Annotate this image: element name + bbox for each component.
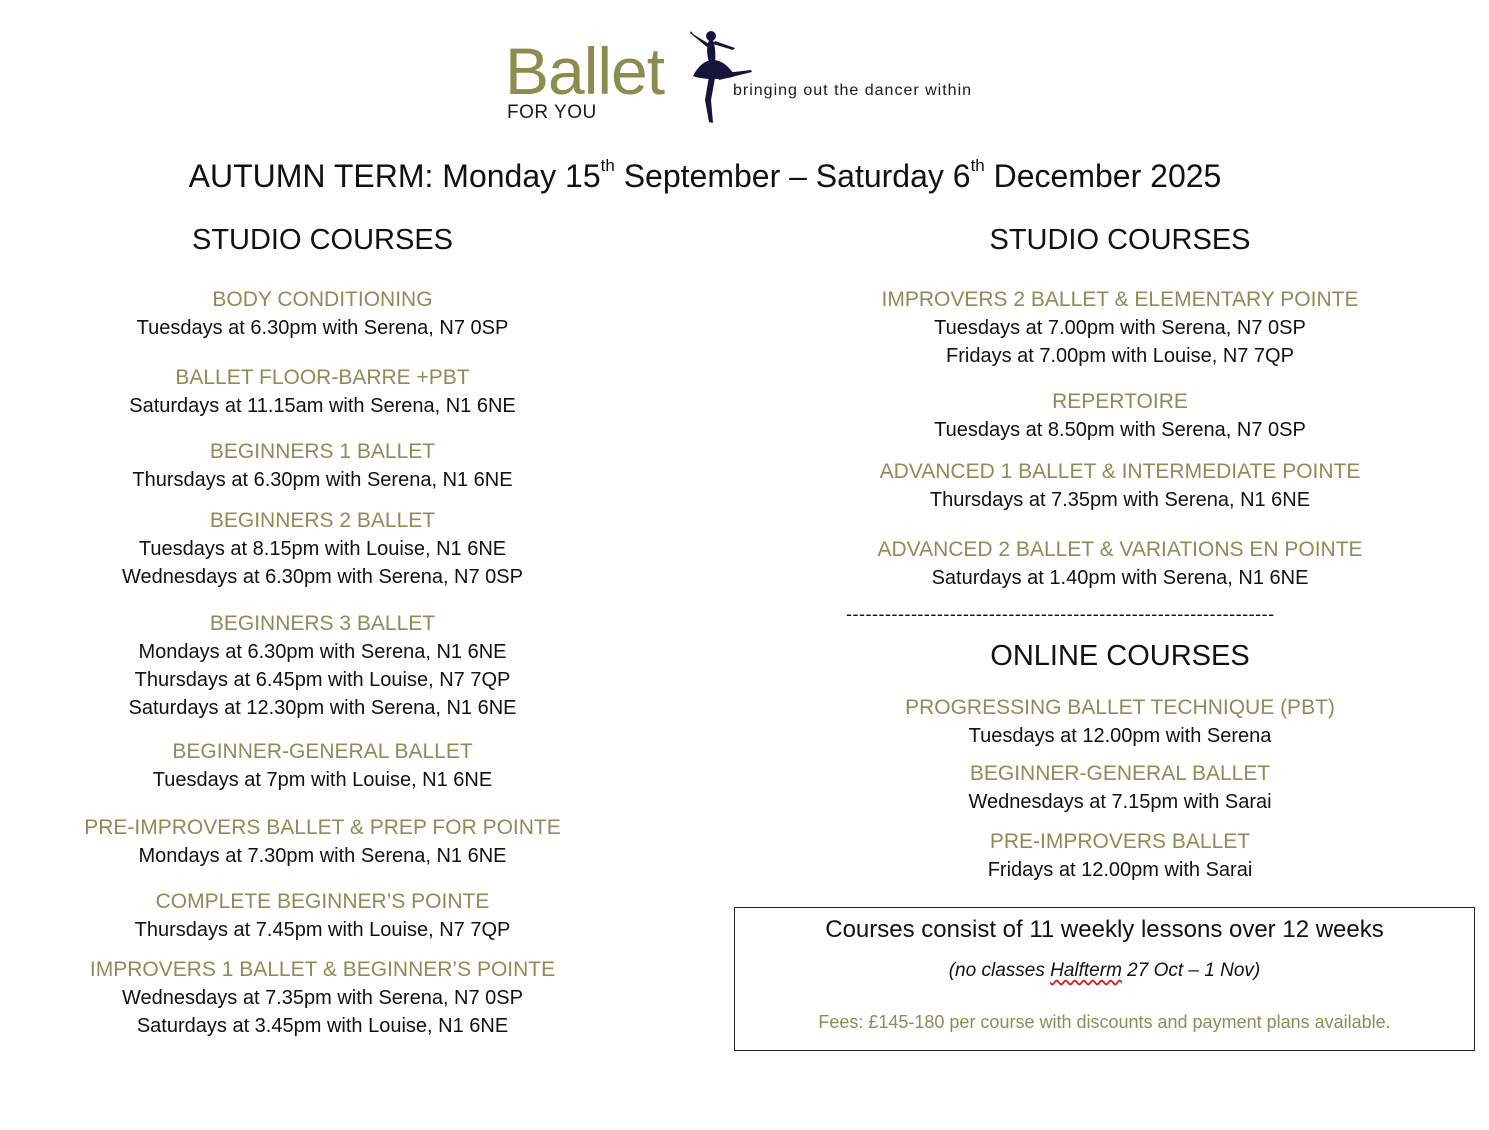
course-title: IMPROVERS 1 BALLET & BEGINNER’S POINTE (89, 958, 556, 981)
halfterm-note-prefix: (no classes (948, 960, 1051, 981)
online-courses-heading: ONLINE COURSES (990, 640, 1250, 672)
course-title: REPERTOIRE (1052, 390, 1188, 413)
course-block (40, 609, 605, 722)
course-block (825, 693, 1415, 750)
course-schedule: Mondays at 7.30pm with Serena, N1 6NE (138, 845, 507, 867)
course-schedule: Tuesdays at 8.50pm with Serena, N7 0SP (934, 419, 1306, 441)
info-box (734, 907, 1475, 1051)
course-block (40, 887, 605, 944)
course-block (40, 955, 605, 1040)
course-block (40, 437, 605, 494)
course-title: BEGINNER-GENERAL BALLET (172, 740, 473, 763)
course-schedule: Saturdays at 3.45pm with Louise, N1 6NE (136, 1015, 509, 1037)
logo-tagline: bringing out the dancer within (733, 82, 973, 99)
course-block (40, 363, 605, 420)
left-column (40, 0, 605, 1130)
fees-note: Fees: £145-180 per course with discounts and payment plans available. (818, 1012, 1391, 1032)
course-block (40, 506, 605, 591)
course-schedule: Thursdays at 7.35pm with Serena, N1 6NE (929, 489, 1311, 511)
course-schedule: Wednesdays at 7.35pm with Serena, N7 0SP (122, 987, 523, 1009)
course-schedule: Tuesdays at 7.00pm with Serena, N7 0SP (934, 317, 1306, 339)
course-block (40, 737, 605, 794)
course-block (825, 535, 1415, 592)
course-title: PROGRESSING BALLET TECHNIQUE (PBT) (905, 696, 1335, 719)
course-block (40, 813, 605, 870)
course-schedule: Tuesdays at 7pm with Louise, N1 6NE (152, 769, 493, 791)
course-block (825, 285, 1415, 370)
course-title: BALLET FLOOR-BARRE +PBT (175, 366, 470, 389)
course-block (825, 759, 1415, 816)
course-title: ADVANCED 1 BALLET & INTERMEDIATE POINTE (879, 460, 1361, 483)
course-title: BODY CONDITIONING (212, 288, 433, 311)
course-block (40, 285, 605, 342)
section-divider: ------------------------------------------------------------------ (846, 604, 1275, 624)
course-title: BEGINNERS 1 BALLET (209, 440, 436, 463)
studio-courses-heading: STUDIO COURSES (191, 224, 454, 256)
course-schedule: Saturdays at 1.40pm with Serena, N1 6NE (931, 567, 1309, 589)
studio-courses-heading: STUDIO COURSES (989, 224, 1251, 256)
halfterm-word: Halfterm (1050, 960, 1122, 981)
course-schedule: Thursdays at 6.30pm with Serena, N1 6NE (132, 469, 513, 491)
course-title: BEGINNERS 2 BALLET (209, 509, 436, 532)
course-title: PRE-IMPROVERS BALLET (989, 830, 1251, 853)
logo-wordmark: Ballet (505, 34, 665, 108)
course-title: BEGINNERS 3 BALLET (209, 612, 436, 635)
course-schedule: Saturdays at 12.30pm with Serena, N1 6NE (128, 697, 517, 719)
term-title-prefix: AUTUMN TERM: Monday 15 (188, 158, 601, 194)
halfterm-note (735, 960, 1474, 982)
ballerina-silhouette-icon (673, 28, 753, 126)
course-schedule: Wednesdays at 6.30pm with Serena, N7 0SP (122, 566, 523, 588)
course-title: ADVANCED 2 BALLET & VARIATIONS EN POINTE (877, 538, 1363, 561)
course-schedule: Fridays at 7.00pm with Louise, N7 7QP (946, 345, 1294, 367)
course-schedule: Tuesdays at 12.00pm with Serena (968, 725, 1272, 747)
course-schedule: Saturdays at 11.15am with Serena, N1 6NE (129, 395, 516, 417)
course-length-note: Courses consist of 11 weekly lessons over 12 weeks (825, 916, 1384, 943)
course-block (825, 827, 1415, 884)
course-schedule: Tuesdays at 6.30pm with Serena, N7 0SP (136, 317, 509, 339)
term-title-suffix: December 2025 (984, 158, 1222, 194)
course-schedule: Thursdays at 7.45pm with Louise, N7 7QP (134, 919, 511, 941)
course-schedule: Wednesdays at 7.15pm with Sarai (968, 791, 1272, 813)
halfterm-note-dates: 27 Oct – 1 Nov) (1121, 960, 1261, 981)
course-title: IMPROVERS 2 BALLET & ELEMENTARY POINTE (881, 288, 1359, 311)
course-title: COMPLETE BEGINNER’S POINTE (155, 890, 490, 913)
course-schedule: Fridays at 12.00pm with Sarai (987, 859, 1253, 881)
course-title: PRE-IMPROVERS BALLET & PREP FOR POINTE (84, 816, 561, 839)
course-block (825, 457, 1415, 514)
course-schedule: Tuesdays at 8.15pm with Louise, N1 6NE (138, 538, 507, 560)
course-schedule: Mondays at 6.30pm with Serena, N1 6NE (138, 641, 507, 663)
course-block (825, 387, 1415, 444)
course-schedule: Thursdays at 6.45pm with Louise, N7 7QP (134, 669, 511, 691)
logo-subtitle: FOR YOU (507, 102, 597, 123)
term-title-ordinal: th (600, 156, 615, 175)
term-title-ordinal: th (970, 156, 985, 175)
term-title-mid: September – Saturday 6 (614, 158, 971, 194)
course-title: BEGINNER-GENERAL BALLET (969, 762, 1271, 785)
